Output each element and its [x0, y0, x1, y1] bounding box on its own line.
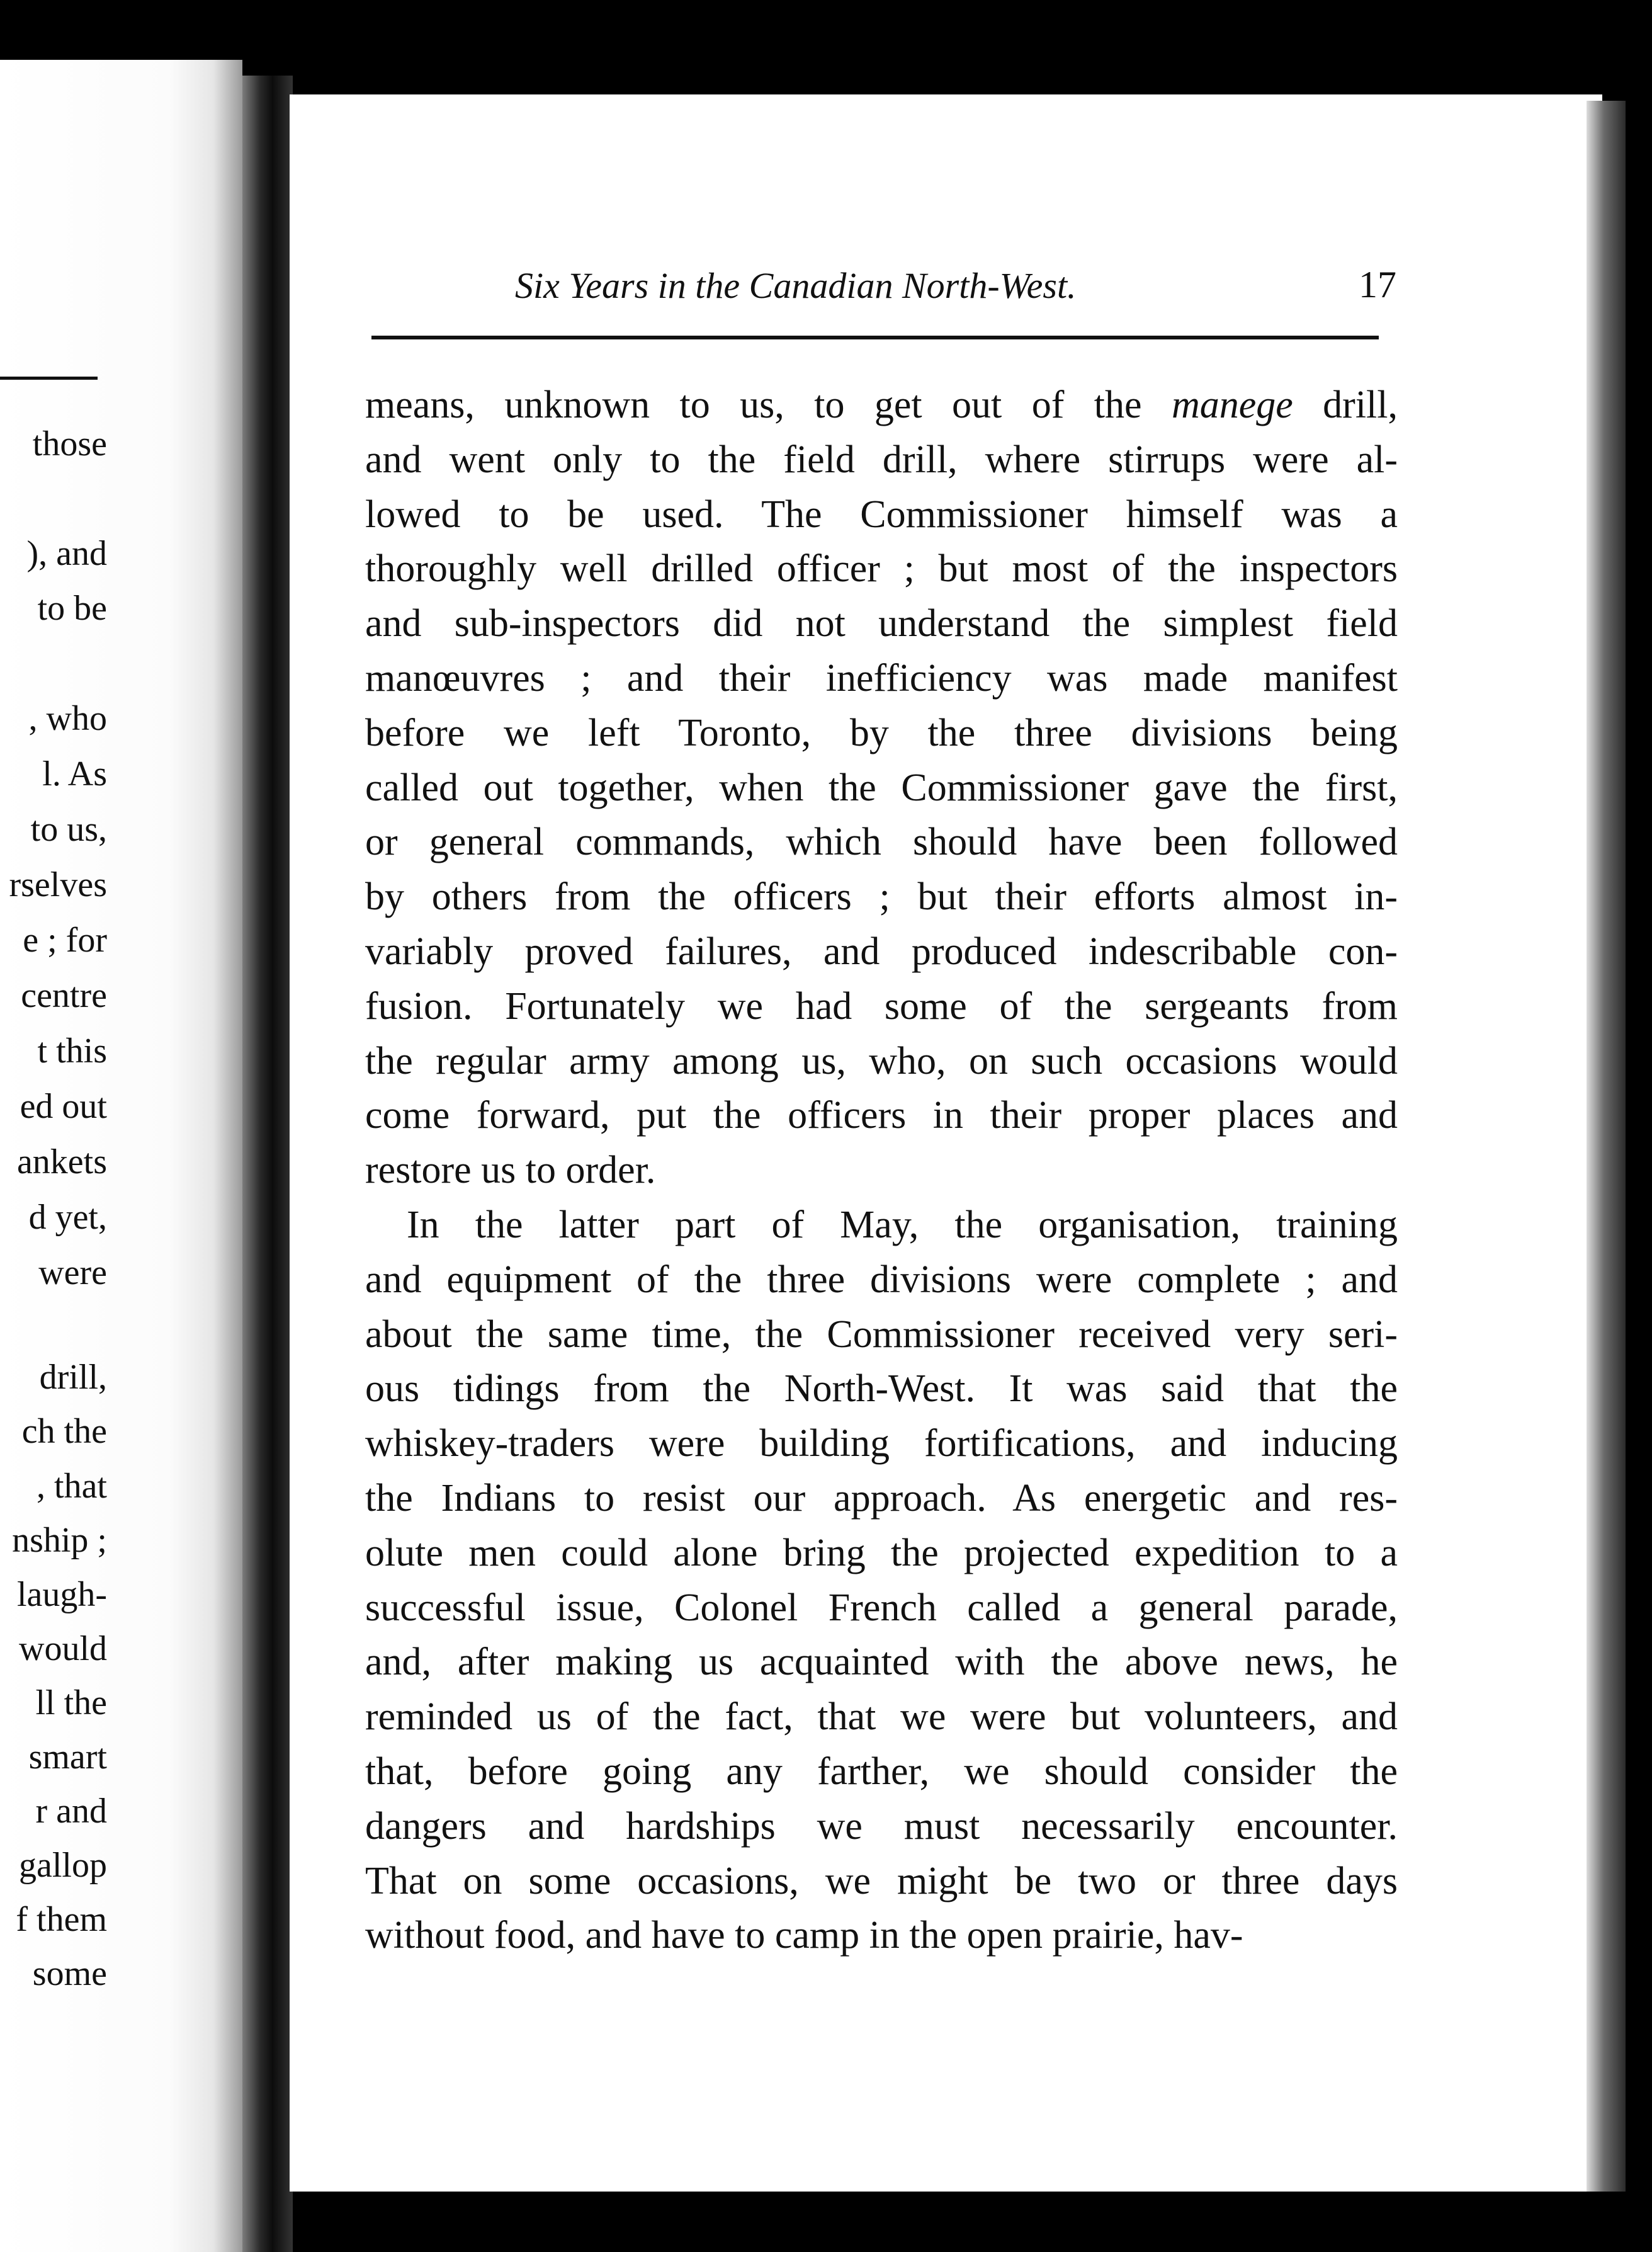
- body-text: [365, 378, 1398, 1963]
- text-line: or general commands, which should have been followed: [365, 821, 1398, 864]
- left-page-fragment: would: [19, 1629, 107, 1668]
- left-page-fragment: ed out: [20, 1087, 107, 1126]
- page-edge-shadow: [1587, 101, 1626, 2192]
- text-line: successful issue, Colonel French called a general parade,: [365, 1586, 1398, 1629]
- left-page-fragment: gallop: [19, 1846, 107, 1885]
- left-page-fragment: ch the: [21, 1412, 107, 1451]
- text-line: that, before going any farther, we should consider the: [365, 1749, 1398, 1793]
- text-line: variably proved failures, and produced indescribable con-: [365, 930, 1398, 973]
- header-rule: [371, 336, 1379, 339]
- text-line: restore us to order.: [365, 1149, 656, 1192]
- book-gutter: [242, 76, 293, 2252]
- text-line: dangers and hardships we must necessarily encounter.: [365, 1804, 1398, 1848]
- text-line: the regular army among us, who, on such occasions would: [365, 1039, 1398, 1083]
- text-line: lowed to be used. The Commissioner himself was a: [365, 492, 1398, 536]
- text-line: and equipment of the three divisions were complete ; and: [365, 1258, 1398, 1301]
- text-line: about the same time, the Commissioner received very seri-: [365, 1312, 1398, 1356]
- left-page-fragment: laugh-: [16, 1575, 107, 1614]
- left-page-fragment: smart: [28, 1737, 107, 1777]
- left-page-fragment: some: [32, 1954, 107, 1993]
- text-line: called out together, when the Commissioner gave the first,: [365, 766, 1398, 809]
- left-page-fragment: f them: [16, 1900, 107, 1939]
- left-page-rule: [0, 377, 98, 380]
- paragraph-2: [365, 1198, 1398, 1963]
- left-page-fragment: ankets: [16, 1142, 107, 1181]
- text-line: before we left Toronto, by the three divisions being: [365, 711, 1398, 754]
- left-page-fragment: , who: [28, 699, 107, 738]
- left-page-fragment: nship ;: [12, 1521, 107, 1560]
- paragraph-1: [365, 378, 1398, 1198]
- left-page-fragment: r and: [35, 1792, 107, 1831]
- left-page-fragment: d yet,: [28, 1198, 107, 1237]
- left-page-fragment: drill,: [39, 1358, 107, 1397]
- text-line: In the latter part of May, the organisation, training: [407, 1203, 1398, 1246]
- text-line: manœuvres ; and their inefficiency was made manifest: [365, 656, 1398, 700]
- left-page-fragment: t this: [37, 1032, 107, 1071]
- text-line: come forward, put the officers in their proper places and: [365, 1094, 1398, 1137]
- text-line: without food, and have to camp in the open prairie, hav-: [365, 1914, 1243, 1957]
- left-page-fragment: ), and: [26, 534, 107, 573]
- text-line: thoroughly well drilled officer ; but most of the inspectors: [365, 547, 1398, 591]
- text-line: whiskey-traders were building fortifications, and inducing: [365, 1422, 1398, 1465]
- left-page-fragment: rselves: [9, 865, 107, 904]
- left-page-fragment: to us,: [30, 810, 107, 849]
- text-line: fusion. Fortunately we had some of the sergeants from: [365, 984, 1398, 1028]
- text-line: reminded us of the fact, that we were but volunteers, and: [365, 1695, 1398, 1739]
- left-page-fragment: e ; for: [23, 921, 107, 960]
- left-page-fragment: l. As: [42, 754, 107, 793]
- text-line: the Indians to resist our approach. As energetic and res-: [365, 1476, 1398, 1520]
- running-head: Six Years in the Canadian North-West.: [515, 265, 1077, 306]
- page-number: 17: [1359, 264, 1396, 305]
- text-line: by others from the officers ; but their efforts almost in-: [365, 875, 1398, 919]
- text-line: and, after making us acquainted with the above news, he: [365, 1641, 1398, 1684]
- left-page-fragment: ll the: [35, 1683, 107, 1722]
- text-line: olute men could alone bring the projected expedition to a: [365, 1531, 1398, 1574]
- left-page-fragment: were: [38, 1253, 107, 1292]
- left-page-fragment: to be: [37, 589, 107, 628]
- text-line: and went only to the field drill, where stirrups were al-: [365, 438, 1398, 481]
- left-page-fragment: , that: [37, 1467, 107, 1506]
- left-page-fragment: centre: [21, 976, 107, 1015]
- left-page-fragment: those: [32, 424, 107, 463]
- text-line: ous tidings from the North-West. It was said that the: [365, 1367, 1398, 1411]
- text-line: means, unknown to us, to get out of the manege drill,: [365, 384, 1398, 426]
- italic-word: manege: [1171, 384, 1293, 426]
- text-line: and sub-inspectors did not understand the simplest field: [365, 602, 1398, 645]
- text-line: That on some occasions, we might be two or three days: [365, 1859, 1398, 1902]
- previous-page: [0, 60, 242, 2252]
